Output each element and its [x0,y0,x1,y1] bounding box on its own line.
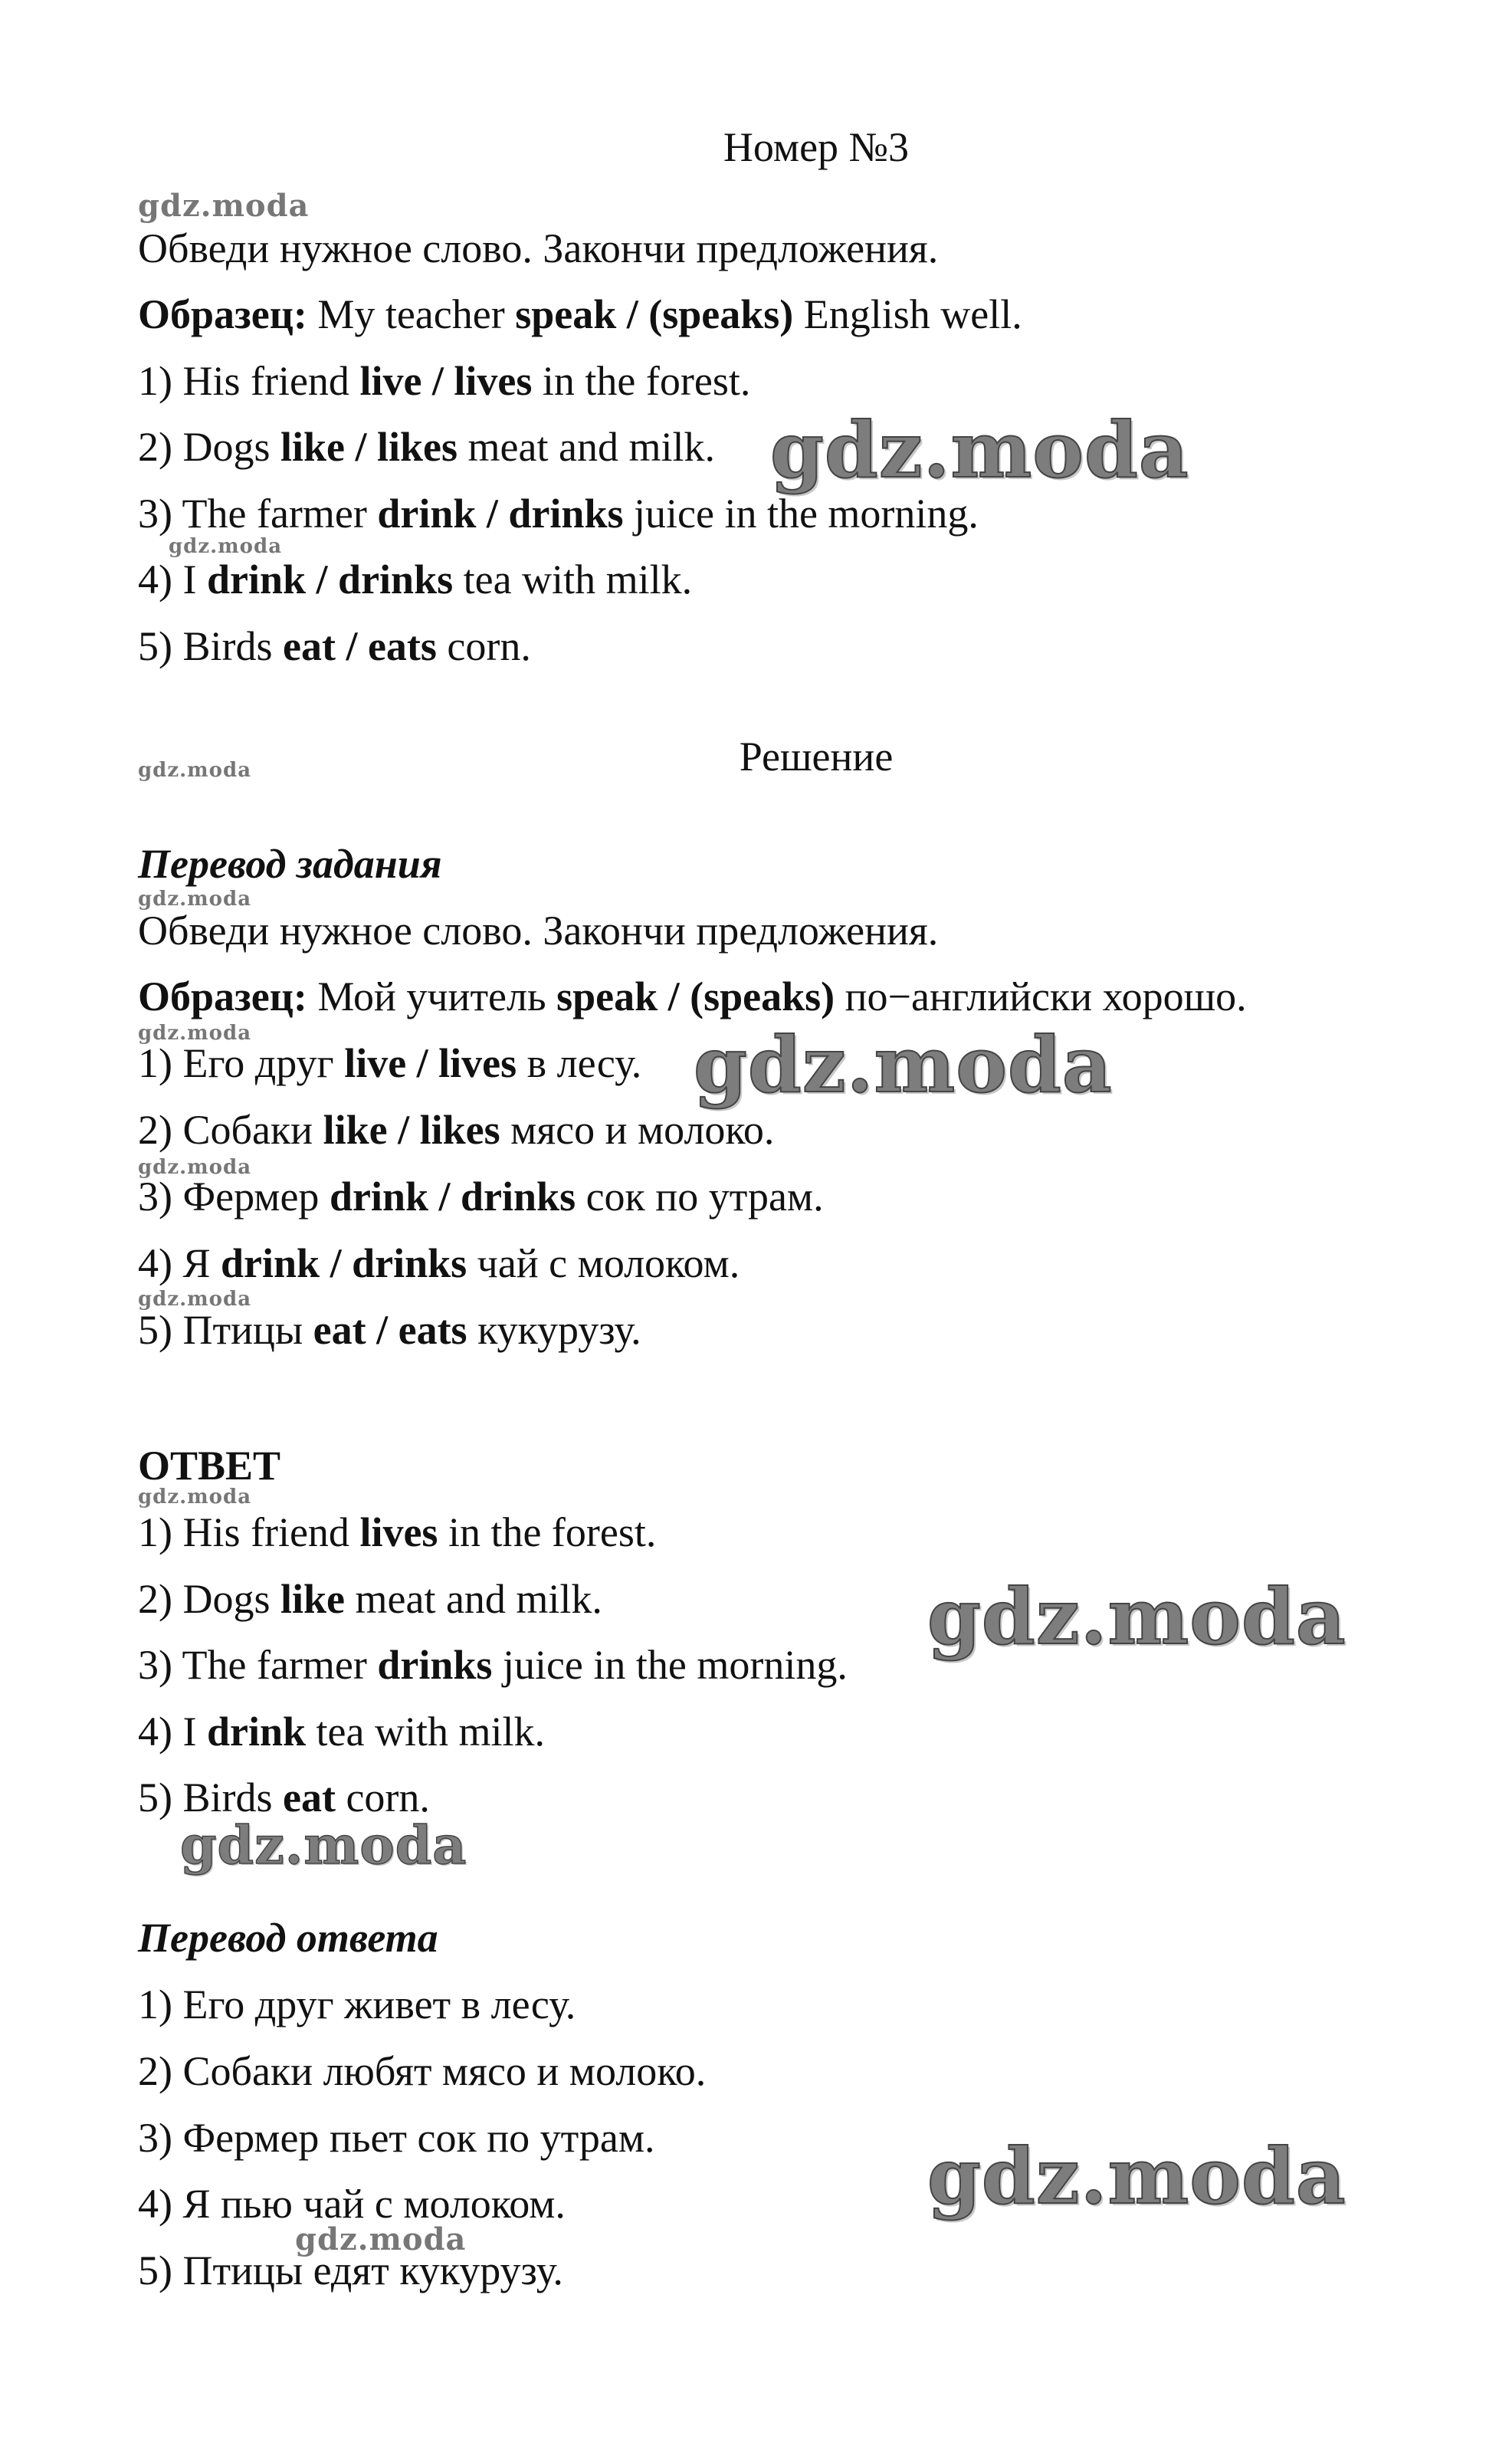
translation-heading: Перевод задания [138,841,442,887]
item-choice: drink / drinks [377,491,624,537]
watermark: gdz.moda [169,535,283,558]
item-pre: 4) I [138,556,207,602]
item-choice: like / likes [280,424,458,470]
watermark: gdz.moda [770,405,1189,495]
example-pre: My teacher [307,291,516,337]
task-example [138,290,1022,339]
task-item-1 [138,356,750,405]
solution-item-2 [138,1105,774,1154]
item-post: in the forest. [532,358,751,404]
item-pre: 3) The farmer [138,1642,378,1688]
solution-example [138,972,1247,1021]
item-pre: 4) I [138,1709,207,1755]
item-post: corn. [436,623,531,669]
answer-item-4 [138,1707,545,1756]
item-choice: live / lives [359,358,533,404]
solution-instruction: Обведи нужное слово. Закончи предложения. [138,908,939,954]
watermark: gdz.moda [138,759,252,782]
item-pre: 2) Dogs [138,424,280,470]
example-label: Образец: [138,291,307,337]
task-item-5 [138,622,531,671]
item-post: meat and milk. [345,1576,602,1622]
watermark: gdz.moda [138,1022,252,1045]
item-pre: 2) Dogs [138,1576,280,1622]
item-post: juice in the morning. [492,1642,848,1688]
watermark: gdz.moda [180,1815,467,1876]
item-pre: 4) Я [138,1240,221,1286]
item-pre: 5) Birds [138,623,283,669]
example-choice: speak / (speaks) [515,291,794,337]
item-pre: 1) His friend [138,1509,360,1555]
item-answer: like [280,1576,346,1622]
watermark: gdz.moda [138,1288,252,1311]
example-label: Образец: [138,973,307,1019]
task-item-4 [138,555,692,604]
task-instruction: Обведи нужное слово. Закончи предложения. [138,225,939,271]
answer-translation-item-5: 5) Птицы едят кукурузу. [138,2247,563,2293]
watermark: gdz.moda [138,1486,252,1509]
item-choice: drink / drinks [329,1174,576,1220]
answer-translation-heading: Перевод ответа [138,1915,438,1961]
answer-translation-item-3: 3) Фермер пьет сок по утрам. [138,2115,655,2161]
watermark: gdz.moda [138,888,252,911]
watermark: gdz.moda [694,1019,1113,1110]
item-answer: eat [283,1774,336,1820]
item-post: мясо и молоко. [500,1107,775,1153]
item-choice: drink / drinks [221,1240,467,1286]
answer-translation-item-2: 2) Собаки любят мясо и молоко. [138,2048,707,2094]
item-choice: drink / drinks [206,556,454,602]
item-choice: live / lives [344,1040,517,1086]
watermark: gdz.moda [927,1571,1346,1662]
item-post: чай с молоком. [467,1240,740,1286]
example-post: по−английски хорошо. [835,973,1247,1019]
item-pre: 3) The farmer [138,491,378,537]
item-post: tea with milk. [453,556,693,602]
item-post: сок по утрам. [576,1174,824,1220]
solution-item-3 [138,1172,824,1221]
item-answer: lives [359,1509,438,1555]
solution-item-4 [138,1239,740,1288]
item-choice: like / likes [323,1107,500,1153]
answer-heading: ОТВЕТ [138,1443,281,1489]
item-post: в лесу. [517,1040,642,1086]
page-title: Номер №3 [723,124,910,170]
item-pre: 1) His friend [138,358,360,404]
item-pre: 3) Фермер [138,1174,330,1220]
watermark: gdz.moda [927,2131,1346,2221]
solution-item-1 [138,1039,641,1088]
solution-title: Решение [739,734,894,780]
answer-translation-item-1: 1) Его друг живет в лесу. [138,1981,576,2027]
solution-item-5 [138,1305,641,1354]
example-choice: speak / (speaks) [556,973,835,1019]
item-post: in the forest. [438,1509,657,1555]
item-post: corn. [335,1774,430,1820]
example-pre: Мой учитель [307,973,557,1019]
answer-item-2 [138,1574,602,1623]
item-post: кукурузу. [467,1307,641,1353]
task-item-2 [138,422,715,471]
watermark: gdz.moda [138,1156,252,1179]
item-pre: 5) Птицы [138,1307,313,1353]
item-choice: eat / eats [283,623,437,669]
item-post: meat and milk. [458,424,715,470]
item-post: tea with milk. [306,1709,545,1755]
item-choice: eat / eats [313,1307,467,1353]
item-pre: 2) Собаки [138,1107,323,1153]
answer-item-3 [138,1640,848,1689]
watermark: gdz.moda [138,188,310,224]
item-pre: 1) Его друг [138,1040,345,1086]
answer-translation-item-4: 4) Я пью чай с молоком. [138,2181,566,2227]
item-post: juice in the morning. [623,491,979,537]
item-pre: 5) Birds [138,1774,283,1820]
example-post: English well. [793,291,1022,337]
answer-item-1 [138,1508,656,1557]
watermark: gdz.moda [295,2221,467,2257]
task-item-3 [138,489,979,538]
item-answer: drinks [377,1642,493,1688]
item-answer: drink [206,1709,307,1755]
